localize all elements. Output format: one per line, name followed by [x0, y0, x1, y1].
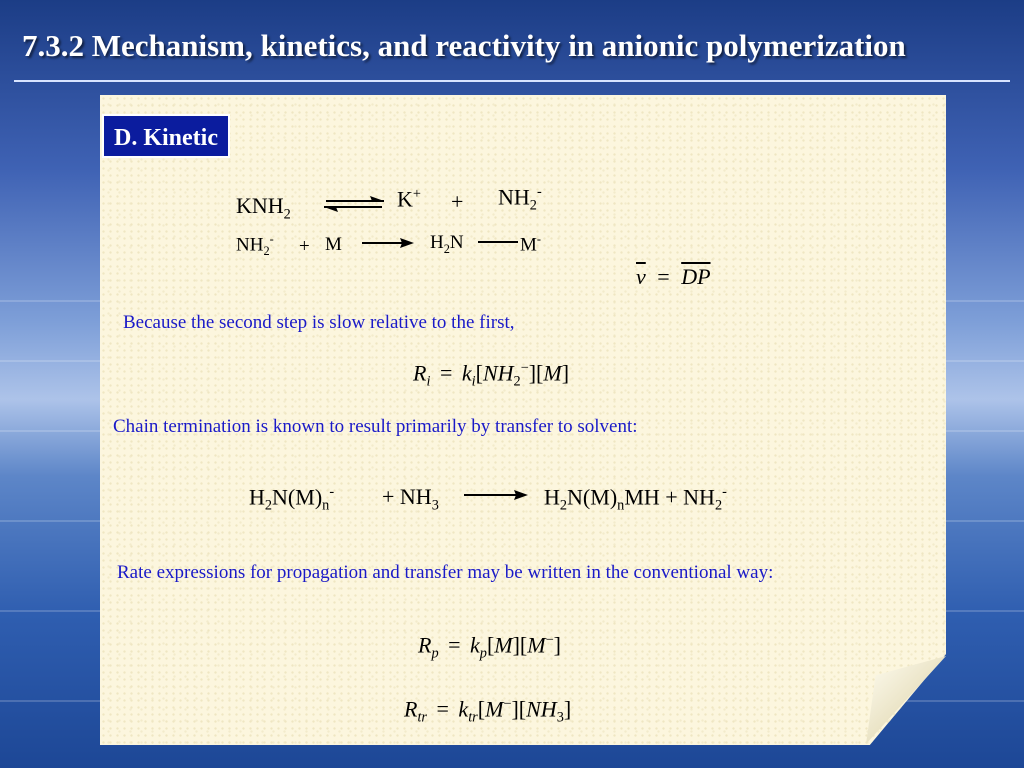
- forward-arrow: [362, 238, 414, 248]
- title-bar: [0, 0, 1024, 98]
- transfer-arrow: [464, 490, 528, 500]
- statement-termination: Chain termination is known to result primarily by transfer to solvent:: [113, 416, 638, 437]
- reaction-1-product-k: K+: [397, 186, 421, 212]
- equilibrium-arrow: [322, 196, 386, 212]
- slide-title: 7.3.2 Mechanism, kinetics, and reactivity in anionic polymerization: [22, 28, 906, 63]
- transfer-rate-equation: $R_{tr} = k_{tr}[M^-][NH_3]$: [404, 696, 572, 726]
- bond-line: [478, 240, 518, 244]
- title-underline: [14, 80, 1010, 82]
- reaction-2-plus: +: [299, 236, 310, 257]
- transfer-product: $H_2N(M)_nMH + NH_2^-$: [544, 484, 727, 514]
- reaction-1-plus: +: [451, 189, 464, 214]
- statement-slow-step: Because the second step is slow relative to the first,: [123, 312, 515, 333]
- statement-rate-expressions: Rate expressions for propagation and transfer may be written in the conventional way:: [117, 562, 774, 583]
- reaction-2-product-m: M-: [520, 232, 542, 256]
- reaction-2-product: $H_2N$: [430, 232, 464, 256]
- reaction-1-product-nh2: $NH_2^-$: [498, 184, 542, 214]
- transfer-plus-nh3: + $NH_3$: [382, 484, 439, 514]
- section-label: D. Kinetic: [102, 114, 230, 158]
- dp-equation: v = DP: [636, 264, 711, 289]
- reaction-2-reactant-m: M: [325, 234, 342, 255]
- reaction-2-reactant-nh2: $NH_2^-$: [236, 232, 274, 259]
- transfer-reactant: $H_2N(M)_n^-$: [249, 484, 335, 514]
- propagation-rate-equation: $R_p = k_p[M][M^-]$: [418, 632, 561, 662]
- reaction-1-reactant: $KNH_2$: [236, 193, 291, 223]
- initiation-rate-equation: $R_i = k_i[NH_2^-][M]$: [413, 360, 570, 390]
